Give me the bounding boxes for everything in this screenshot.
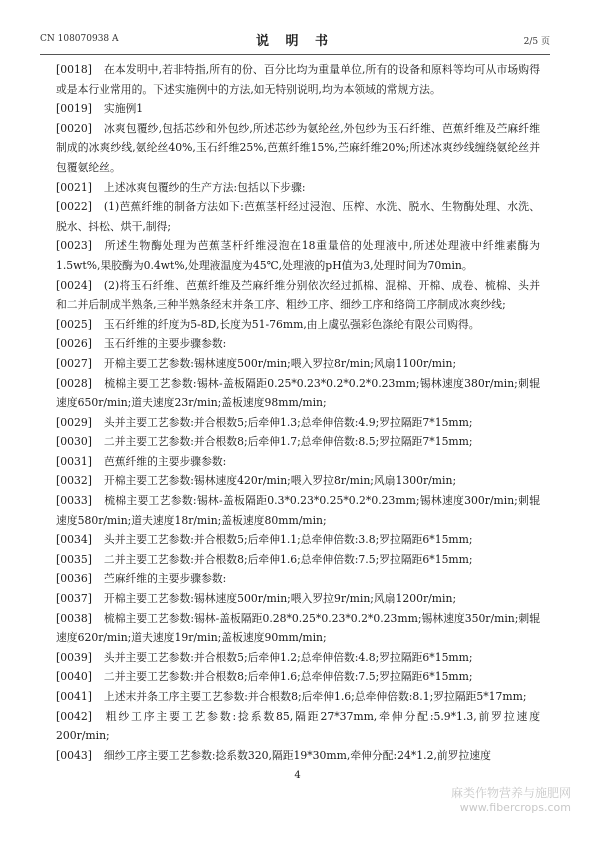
paragraph-number: [0040] [56,670,92,684]
paragraph-text: 头并主要工艺参数:并合根数5;后牵伸1.2;总牵伸倍数:4.8;罗拉隔距6*15mm; [103,650,473,664]
paragraph-text: 二并主要工艺参数:并合根数8;后牵伸1.6;总牵伸倍数:7.5;罗拉隔距6*15mm; [103,670,473,684]
paragraph-text: 实施例1 [103,102,144,116]
paragraph [56,413,540,433]
paragraph-number: [0034] [56,533,92,547]
paragraph-number: [0030] [56,435,92,449]
paragraph [56,471,540,491]
paragraph [56,334,540,354]
paragraph-number: [0035] [56,552,92,566]
paragraph-text: 上述冰爽包覆纱的生产方法:包括以下步骤: [103,180,306,194]
paragraph [56,374,540,413]
paragraph-text: 冰爽包覆纱,包括芯纱和外包纱,所述芯纱为氨纶丝,外包纱为玉石纤维、芭蕉纤维及苎麻纤维制成的冰爽纱线,氨纶丝40%,玉石纤维25%,芭蕉纤维15%,苎麻纤维20%;所述冰爽纱线缠绕氨纶丝并包覆氨纶丝。 [56,121,540,174]
paragraph-text: 梳棉主要工艺参数:锡林-盖板隔距0.3*0.23*0.25*0.2*0.23mm;锡林速度300r/min;刺辊速度580r/min;道夫速度18r/min;盖板速度80mm/min; [56,494,540,527]
paragraph [56,609,540,648]
paragraph-number: [0020] [56,121,92,135]
paragraph-text: 玉石纤维的纤度为5-8D,长度为51-76mm,由上虞弘强彩色涤纶有限公司购得。 [103,317,480,331]
paragraph-number: [0033] [56,494,92,508]
paragraph [56,276,540,315]
page-header [40,26,550,56]
page-indicator: 2/5 页 [523,37,550,47]
paragraph-number: [0038] [56,611,92,625]
paragraph-text: 二并主要工艺参数:并合根数8;后牵伸1.7;总牵伸倍数:8.5;罗拉隔距7*15mm; [103,435,473,449]
paragraph-text: 开棉主要工艺参数:锡林速度500r/min;喂入罗拉9r/min;风扇1200r/min; [103,592,457,606]
paragraph-text: 开棉主要工艺参数:锡林速度420r/min;喂入罗拉8r/min;风扇1300r/min; [103,474,457,488]
paragraph-text: 头并主要工艺参数:并合根数5;后牵伸1.3;总牵伸倍数:4.9;罗拉隔距7*15mm; [103,415,473,429]
paragraph [56,746,540,766]
paragraph-number: [0043] [56,748,92,762]
document-title: 说 明 书 [255,34,335,49]
paragraph-text: 头并主要工艺参数:并合根数5;后牵伸1.1;总牵伸倍数:3.8;罗拉隔距6*15mm; [103,533,473,547]
watermark-url: www.fibercrops.com [459,801,571,814]
paragraph-text: 梳棉主要工艺参数:锡林-盖板隔距0.28*0.25*0.23*0.2*0.23mm;锡林速度350r/min;刺辊速度620r/min;道夫速度19r/min;盖板速度90mm/min; [56,611,540,645]
paragraph-number: [0024] [56,278,92,292]
paragraph [56,315,540,335]
paragraph-number: [0022] [56,200,92,214]
paragraph [56,99,540,119]
paragraph-number: [0036] [56,572,92,586]
page-number: 4 [294,770,301,781]
paragraph-number: [0025] [56,317,92,331]
patent-number: CN 108070938 A [40,34,119,44]
paragraph [56,197,540,236]
watermark [451,784,571,814]
paragraph-text: 苎麻纤维的主要步骤参数: [103,572,227,586]
paragraph [56,236,540,275]
paragraph-number: [0041] [56,690,92,703]
paragraph-text: 粗纱工序主要工艺参数:捻系数85,隔距27*37mm,牵伸分配:5.9*1.3,前罗拉速度200r/min; [56,709,540,743]
paragraph-number: [0018] [56,63,92,76]
description-body [56,60,540,765]
paragraph-text: 玉石纤维的主要步骤参数: [103,337,227,351]
paragraph-text: 细纱工序主要工艺参数:捻系数320,隔距19*30mm,牵伸分配:24*1.2,前罗拉速度 [103,748,491,762]
paragraph-number: [0026] [56,337,92,351]
paragraph-number: [0032] [56,474,92,488]
paragraph [56,707,540,746]
paragraph-text: 开棉主要工艺参数:锡林速度500r/min;喂入罗拉8r/min;风扇1100r/min; [103,356,457,370]
paragraph-number: [0029] [56,415,92,429]
paragraph-text: (2)将玉石纤维、芭蕉纤维及苎麻纤维分别依次经过抓棉、混棉、开棉、成卷、梳棉、头并和二并后制成半熟条,三种半熟条经末并条工序、粗纱工序、细纱工序和络筒工序制成冰爽纱线; [56,278,540,312]
paragraph [56,550,540,570]
paragraph [56,569,540,589]
paragraph-number: [0042] [56,709,92,723]
header-divider [40,54,550,55]
paragraph-number: [0019] [56,102,92,116]
paragraph-text: 上述末并条工序主要工艺参数:并合根数8;后牵伸1.6;总牵伸倍数:8.1;罗拉隔距5*17mm; [103,690,527,703]
paragraph-text: 芭蕉纤维的主要步骤参数: [103,454,227,468]
paragraph [56,589,540,609]
paragraph-number: [0027] [56,356,92,370]
paragraph [56,687,540,707]
paragraph [56,60,540,99]
paragraph [56,354,540,374]
paragraph [56,667,540,687]
paragraph-number: [0028] [56,376,92,390]
paragraph [56,530,540,550]
paragraph-text: 在本发明中,若非特指,所有的份、百分比均为重量单位,所有的设备和原料等均可从市场购得或是本行业常用的。下述实施例中的方法,如无特别说明,均为本领域的常规方法。 [56,63,540,96]
paragraph [56,648,540,668]
paragraph-text: 梳棉主要工艺参数:锡林-盖板隔距0.25*0.23*0.2*0.2*0.23mm;锡林速度380r/min;刺辊速度650r/min;道夫速度23r/min;盖板速度98mm/min; [56,376,540,410]
watermark-site-name: 麻类作物营养与施肥网 [450,786,571,800]
paragraph-text: 所述生物酶处理为芭蕉茎杆纤维浸泡在18重量倍的处理液中,所述处理液中纤维素酶为1.5wt%,果胶酶为0.4wt%,处理液温度为45℃,处理液的pH值为3,处理时间为70min。 [56,239,540,272]
paragraph-text: 二并主要工艺参数:并合根数8;后牵伸1.6;总牵伸倍数:7.5;罗拉隔距6*15mm; [103,552,473,566]
paragraph-number: [0039] [56,650,92,664]
paragraph [56,452,540,472]
paragraph [56,491,540,530]
paragraph [56,432,540,452]
paragraph [56,119,540,178]
paragraph-text: (1)芭蕉纤维的制备方法如下:芭蕉茎杆经过浸泡、压榨、水洗、脱水、生物酶处理、水洗、脱水、抖松、烘干,制得; [56,200,540,233]
paragraph-number: [0031] [56,454,92,468]
paragraph [56,178,540,198]
paragraph-number: [0023] [56,239,92,253]
paragraph-number: [0037] [56,592,92,606]
paragraph-number: [0021] [56,180,92,194]
